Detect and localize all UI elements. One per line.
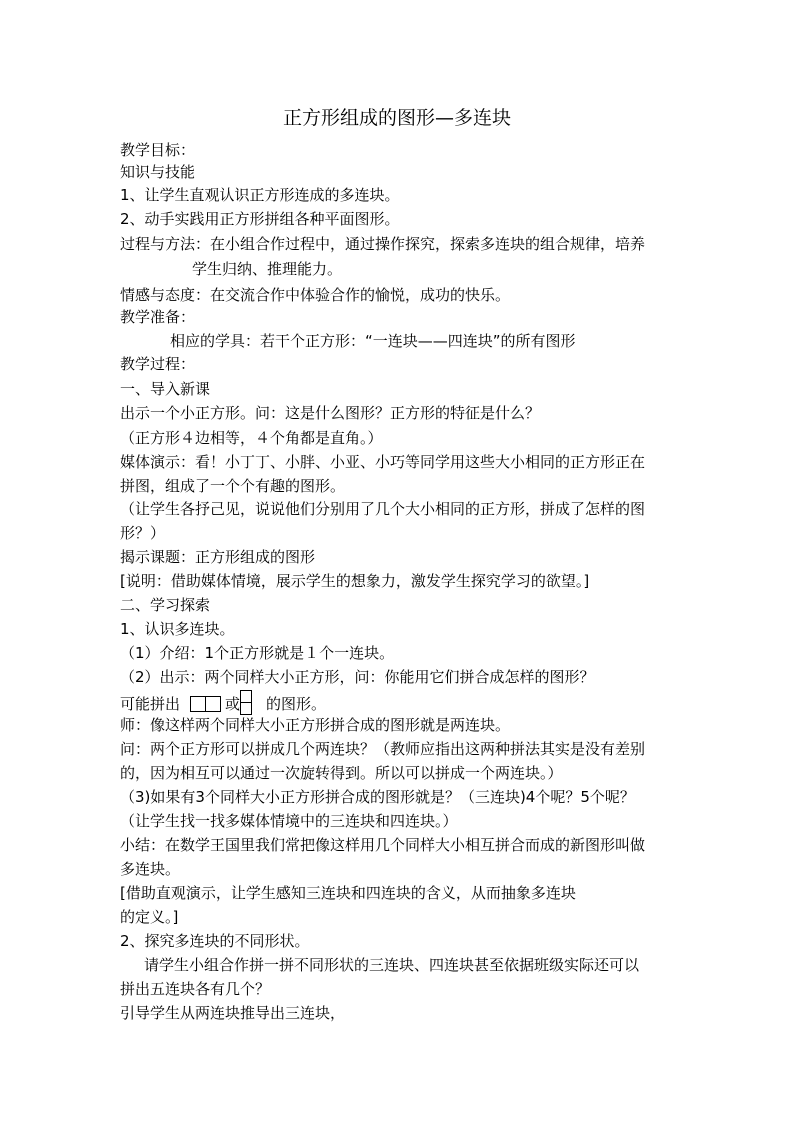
section-heading-preparation: 教学准备： bbox=[120, 308, 196, 326]
paragraph-line: [借助直观演示，让学生感知三连块和四连块的含义，从而抽象多连块 bbox=[120, 884, 576, 902]
paragraph-line: 揭示课题：正方形组成的图形 bbox=[120, 548, 316, 566]
paragraph-line: 引导学生从两连块推导出三连块， bbox=[120, 1004, 346, 1022]
section-heading-explore: 二、学习探索 bbox=[120, 596, 211, 614]
shapes-line-suffix: 的图形。 bbox=[266, 695, 327, 713]
paragraph-line: （让学生各抒己见，说说他们分别用了几个大小相同的正方形，拼成了怎样的图 bbox=[120, 500, 646, 518]
section-heading-goals: 教学目标： bbox=[120, 141, 196, 159]
paragraph-line: 1、让学生直观认识正方形连成的多连块。 bbox=[120, 186, 400, 204]
shapes-line-middle: 或 bbox=[225, 695, 241, 713]
paragraph-line: 的，因为相互可以通过一次旋转得到。所以可以拼成一个两连块。） bbox=[120, 764, 563, 782]
paragraph-line: 请学生小组合作拼一拼不同形状的三连块、四连块甚至依据班级实际还可以 bbox=[144, 956, 640, 974]
section-heading-shapes: 2、探究多连块的不同形状。 bbox=[120, 932, 310, 950]
paragraph-line: 1、认识多连块。 bbox=[120, 620, 235, 638]
document-title: 正方形组成的图形—多连块 bbox=[282, 107, 511, 129]
section-heading-intro: 一、导入新课 bbox=[120, 380, 211, 398]
paragraph-line: 2、动手实践用正方形拼组各种平面图形。 bbox=[120, 210, 400, 228]
paragraph-line: 拼出五连块各有几个？ bbox=[120, 980, 271, 998]
paragraph-line: 相应的学具：若干个正方形：“一连块——四连块”的所有图形 bbox=[170, 332, 576, 350]
paragraph-line: 师：像这样两个同样大小正方形拼合成的图形就是两连块。 bbox=[120, 716, 511, 734]
paragraph-line: 小结：在数学王国里我们常把像这样用几个同样大小相互拼合而成的新图形叫做 bbox=[120, 836, 646, 854]
paragraph-line: 多连块。 bbox=[120, 860, 181, 878]
shapes-line-prefix: 可能拼出 bbox=[120, 695, 181, 713]
vertical-domino-shape bbox=[240, 690, 252, 715]
paragraph-line: （3)如果有3个同样大小正方形拼合成的图形就是？（三连块)4个呢？5个呢？ bbox=[120, 788, 635, 806]
paragraph-line: 出示一个小正方形。问：这是什么图形？正方形的特征是什么？ bbox=[120, 404, 541, 422]
paragraph-line: 拼图，组成了一个个有趣的图形。 bbox=[120, 477, 346, 495]
paragraph-line: （正方形４边相等，４个角都是直角。） bbox=[120, 429, 383, 447]
paragraph-line: 过程与方法：在小组合作过程中，通过操作探究，探索多连块的组合规律，培养 bbox=[120, 235, 646, 253]
paragraph-line: （让学生找一找多媒体情境中的三连块和四连块。） bbox=[120, 812, 458, 830]
paragraph-line: 情感与态度：在交流合作中体验合作的愉悦，成功的快乐。 bbox=[120, 286, 511, 304]
paragraph-line: [说明：借助媒体情境，展示学生的想象力，激发学生探究学习的欲望。] bbox=[120, 572, 590, 590]
paragraph-line: 的定义。] bbox=[120, 908, 179, 926]
paragraph-line: （2）出示：两个同样大小正方形，问：你能用它们拼合成怎样的图形？ bbox=[120, 668, 595, 686]
paragraph-line: 媒体演示：看！小丁丁、小胖、小亚、小巧等同学用这些大小相同的正方形正在 bbox=[120, 453, 646, 471]
paragraph-line: 问：两个正方形可以拼成几个两连块？（教师应指出这两种拼法其实是没有差别 bbox=[120, 740, 646, 758]
paragraph-line: （1）介绍：1个正方形就是１个一连块。 bbox=[120, 644, 395, 662]
paragraph-line: 知识与技能 bbox=[120, 163, 196, 181]
section-heading-process: 教学过程： bbox=[120, 355, 196, 373]
paragraph-line: 形？） bbox=[120, 524, 166, 542]
paragraph-line: 学生归纳、推理能力。 bbox=[192, 260, 343, 278]
